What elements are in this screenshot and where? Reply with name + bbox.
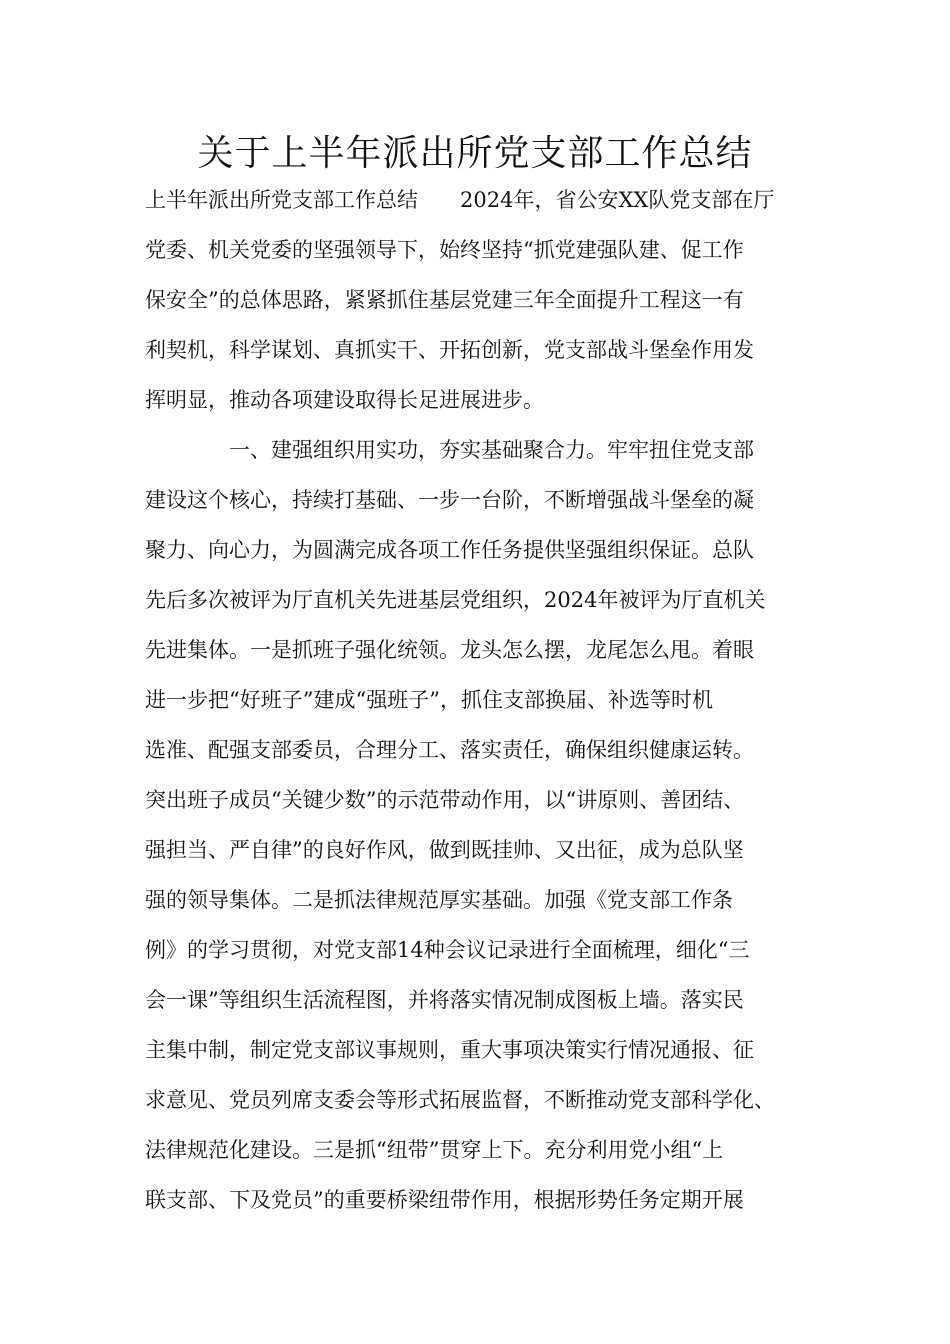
body-line: 进一步把“好班子”建成“强班子”，抓住支部换届、补选等时机: [145, 688, 713, 712]
body-line: 建设这个核心，持续打基础、一步一台阶，不断增强战斗堡垒的凝: [145, 488, 754, 512]
body-line: 聚力、向心力，为圆满完成各项工作任务提供坚强组织保证。总队: [145, 538, 754, 562]
body-line: 强的领导集体。二是抓法律规范厚实基础。加强《党支部工作条: [145, 888, 733, 912]
body-line: 强担当、严自律”的良好作风，做到既挂帅、又出征，成为总队坚: [145, 838, 744, 862]
body-line: 保安全”的总体思路，紧紧抓住基层党建三年全面提升工程这一有: [145, 288, 744, 312]
body-line: 主集中制，制定党支部议事规则，重大事项决策实行情况通报、征: [145, 1038, 754, 1062]
body-line: 一、建强组织用实功，夯实基础聚合力。牢牢扭住党支部: [145, 438, 754, 462]
body-line: 突出班子成员“关键少数”的示范带动作用，以“讲原则、善团结、: [145, 788, 745, 812]
body-line: 选准、配强支部委员，合理分工、落实责任，确保组织健康运转。: [145, 738, 754, 762]
body-line: 上半年派出所党支部工作总结 2024年，省公安XX队党支部在厅: [145, 188, 775, 212]
body-line: 挥明显，推动各项建设取得长足进展进步。: [145, 388, 544, 412]
body-line: 求意见、党员列席支委会等形式拓展监督，不断推动党支部科学化、: [145, 1088, 775, 1112]
body-line: 利契机，科学谋划、真抓实干、开拓创新，党支部战斗堡垒作用发: [145, 338, 754, 362]
body-line: 联支部、下及党员”的重要桥梁纽带作用，根据形势任务定期开展: [145, 1188, 744, 1212]
document-title: 关于上半年派出所党支部工作总结: [197, 133, 753, 174]
body-line: 法律规范化建设。三是抓“纽带”贯穿上下。充分利用党小组“上: [145, 1138, 724, 1162]
body-line: 先后多次被评为厅直机关先进基层党组织，2024年被评为厅直机关: [145, 588, 766, 612]
body-line: 例》的学习贯彻，对党支部14种会议记录进行全面梳理，细化“三: [145, 938, 750, 962]
body-line: 先进集体。一是抓班子强化统领。龙头怎么摆，龙尾怎么甩。着眼: [145, 638, 754, 662]
body-line: 党委、机关党委的坚强领导下，始终坚持“抓党建强队建、促工作: [145, 238, 744, 262]
body-line: 会一课”等组织生活流程图，并将落实情况制成图板上墙。落实民: [145, 988, 744, 1012]
